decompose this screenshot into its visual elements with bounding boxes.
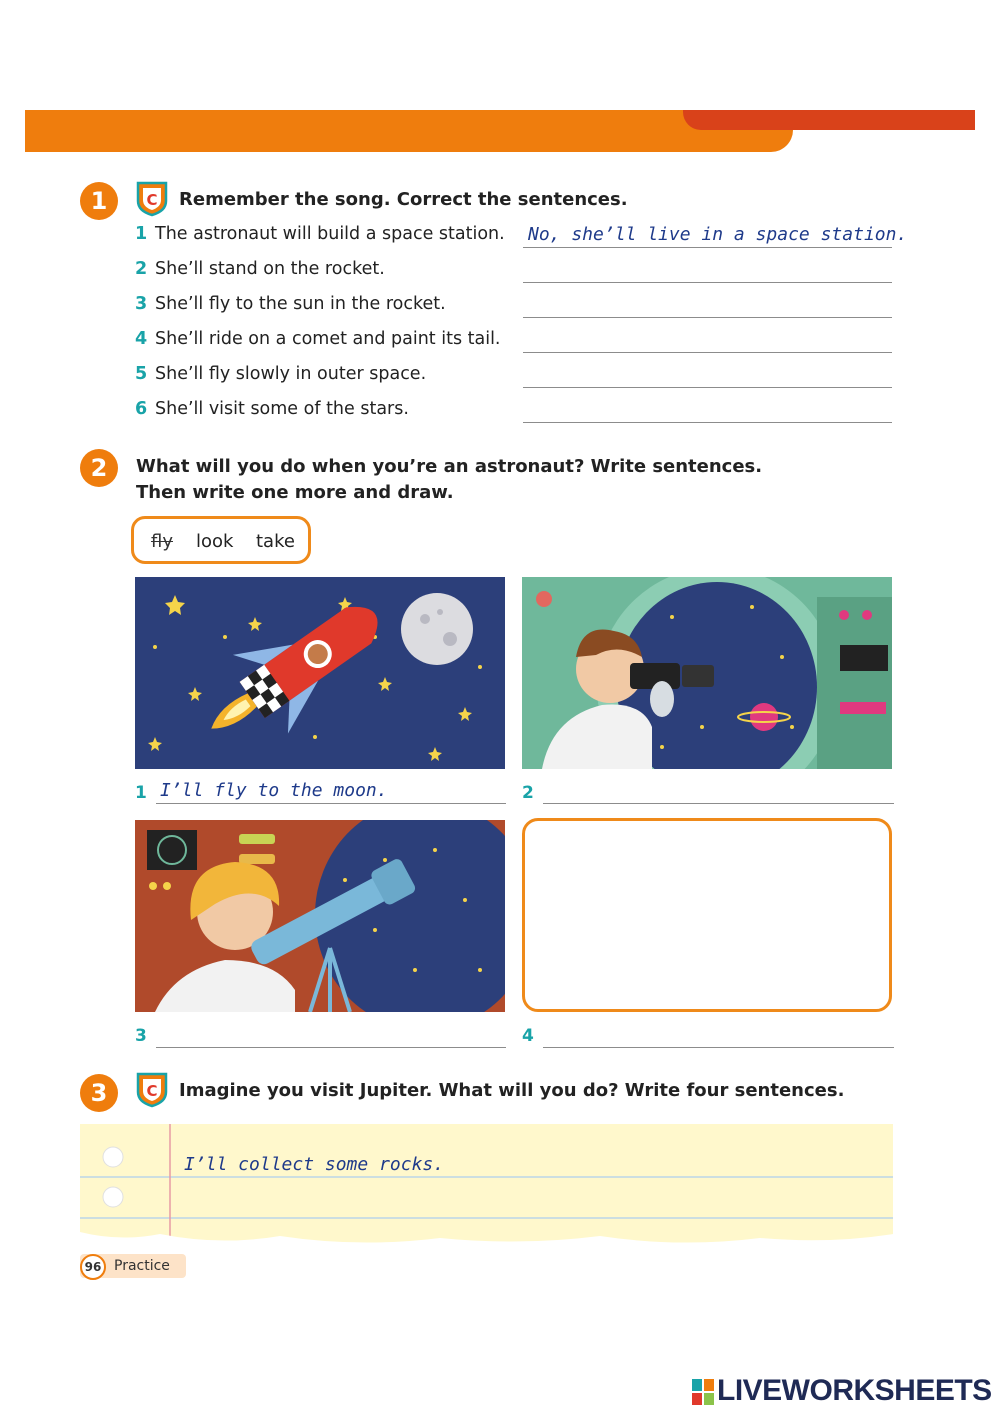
word-look: look (196, 531, 234, 552)
sentence-number: 2 (135, 259, 148, 279)
sentence-number: 4 (135, 329, 148, 349)
sentence-row-2 (135, 259, 385, 283)
answer-line-6 (523, 422, 892, 423)
sentence-text: She’ll visit some of the stars. (155, 399, 409, 419)
brand-logo (692, 1374, 992, 1410)
caption-answer-3[interactable] (160, 1023, 500, 1045)
caption-line-3 (156, 1047, 506, 1048)
caption-line-2 (543, 803, 894, 804)
exercise-2-instruction (136, 454, 762, 506)
answer-line-5 (523, 387, 892, 388)
caption-line-4 (543, 1047, 894, 1048)
telescope-picture (135, 820, 505, 1012)
example-sentence[interactable]: I’ll collect some rocks. (184, 1154, 445, 1175)
caption-line-1 (156, 803, 506, 804)
answer-field-5[interactable] (528, 364, 888, 386)
sentence-text: She’ll fly to the sun in the rocket. (155, 294, 446, 314)
word-take: take (256, 531, 295, 552)
caption-answer-2[interactable] (548, 780, 888, 802)
answer-line-2 (523, 282, 892, 283)
caption-number-1: 1 (135, 783, 147, 803)
sentence-number: 6 (135, 399, 148, 419)
caption-number-4: 4 (522, 1026, 534, 1046)
shield-icon (136, 181, 168, 217)
sentence-text: She’ll ride on a comet and paint its tail. (155, 329, 501, 349)
sentence-row-4 (135, 329, 501, 353)
sentence-text: She’ll stand on the rocket. (155, 259, 385, 279)
sentence-text: She’ll fly slowly in outer space. (155, 364, 427, 384)
rocket-picture (135, 577, 505, 769)
sentence-number: 3 (135, 294, 148, 314)
header-accent-bar (683, 110, 975, 130)
header-bar (25, 110, 793, 152)
caption-number-3: 3 (135, 1026, 147, 1046)
word-fly: fly (151, 531, 173, 552)
answer-line-4 (523, 352, 892, 353)
page-number: 96 (80, 1254, 106, 1280)
camera-picture (522, 577, 892, 769)
sentence-number: 1 (135, 224, 148, 244)
answer-field-3[interactable] (528, 294, 888, 316)
sentence-row-6 (135, 399, 409, 423)
caption-number-2: 2 (522, 783, 534, 803)
caption-answer-4[interactable] (548, 1023, 888, 1045)
sentence-row-3 (135, 294, 446, 318)
word-box (131, 516, 311, 564)
sentence-row-1 (135, 224, 505, 248)
drawing-area[interactable] (522, 818, 892, 1012)
section-label: Practice (114, 1258, 170, 1274)
sentence-number: 5 (135, 364, 148, 384)
answer-field-2[interactable] (528, 259, 888, 281)
exercise-3-number: 3 (80, 1074, 118, 1112)
sentence-row-5 (135, 364, 426, 388)
answer-line-3 (523, 317, 892, 318)
exercise-2-number: 2 (80, 449, 118, 487)
answer-field-1[interactable]: No, she’ll live in a space station. (528, 224, 908, 245)
answer-field-4[interactable] (528, 329, 888, 351)
exercise-1-number: 1 (80, 182, 118, 220)
instruction-line-2: Then write one more and draw. (136, 482, 454, 503)
instruction-line-1: What will you do when you’re an astronaut? Write sentences. (136, 456, 763, 477)
svg-text:C: C (146, 1082, 158, 1100)
brand-name: LIVEWORKSHEETS (717, 1374, 992, 1407)
caption-answer-1[interactable]: I’ll fly to the moon. (160, 780, 388, 801)
answer-field-6[interactable] (528, 399, 888, 421)
exercise-1-instruction: Remember the song. Correct the sentences. (179, 189, 628, 210)
notebook-paper (80, 1124, 893, 1250)
notebook-lines (80, 1124, 893, 1250)
sentence-text: The astronaut will build a space station. (155, 224, 505, 244)
logo-icon (692, 1379, 714, 1405)
shield-icon (136, 1072, 168, 1108)
answer-line-1 (523, 247, 892, 248)
svg-text:C: C (146, 191, 158, 209)
exercise-3-instruction: Imagine you visit Jupiter. What will you do? Write four sentences. (179, 1080, 845, 1101)
